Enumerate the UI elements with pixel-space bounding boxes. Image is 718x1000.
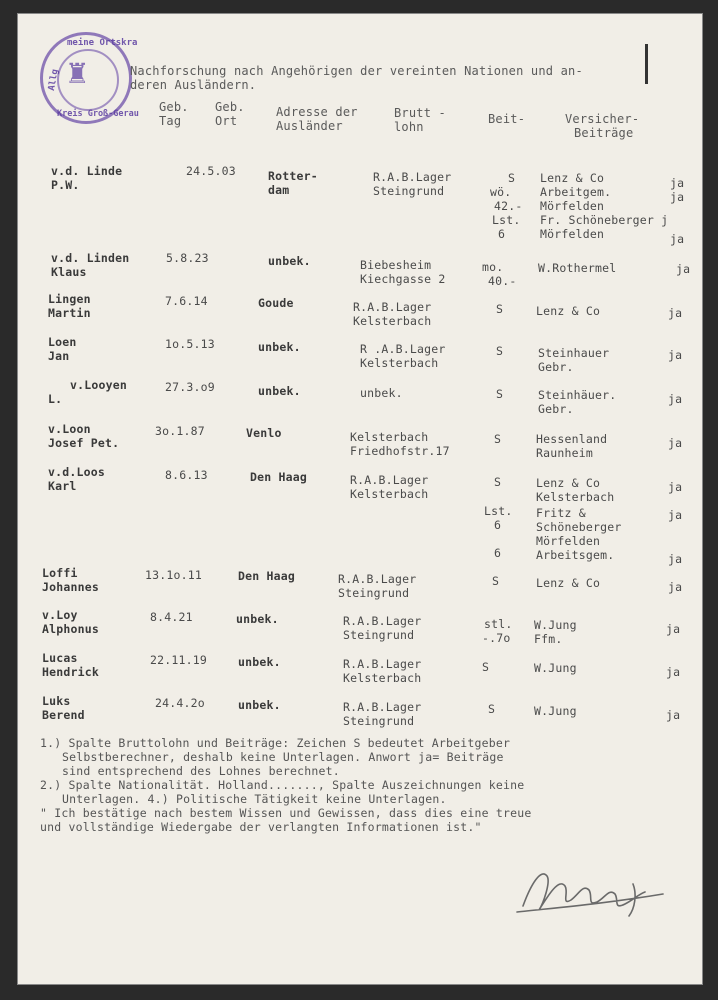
- row-address: R .A.B.Lager: [360, 342, 446, 356]
- row-insurance: ja: [670, 232, 685, 246]
- row-pay: Lst.: [492, 213, 521, 227]
- page-edge-mark: [645, 44, 648, 84]
- row-name: Lingen: [48, 292, 91, 306]
- row-name: Lucas: [42, 651, 78, 665]
- row-date: 24.5.03: [186, 164, 236, 178]
- row-date: 22.11.19: [150, 653, 207, 667]
- row-address: Biebesheim: [360, 258, 432, 272]
- row-insurance: ja: [676, 262, 691, 276]
- col-vers-l2: Beiträge: [574, 126, 634, 140]
- footnote-line: und vollständige Wiedergabe der verlangten Informationen ist.": [40, 820, 482, 834]
- row-address: R.A.B.Lager: [343, 614, 422, 628]
- row-insurance: ja: [668, 480, 683, 494]
- row-employer: W.Jung: [534, 618, 577, 632]
- row-place: Goude: [258, 296, 294, 310]
- row-insurance: ja: [666, 622, 681, 636]
- row-employer: Lenz & Co: [536, 576, 601, 590]
- row-date: 27.3.o9: [165, 380, 215, 394]
- row-place: unbek.: [258, 340, 301, 354]
- row-place: Den Haag: [238, 569, 295, 583]
- row-insurance: ja: [670, 190, 685, 204]
- row-address-2: Kelsterbach: [353, 314, 432, 328]
- col-adresse-l1: Adresse der: [276, 105, 358, 119]
- footnote-line: 1.) Spalte Bruttolohn und Beiträge: Zeichen S bedeutet Arbeitgeber: [40, 736, 511, 750]
- row-place-2: dam: [268, 183, 290, 197]
- row-name-2: Hendrick: [42, 665, 99, 679]
- row-name: v.Loon: [48, 422, 91, 436]
- row-name-2: P.W.: [51, 178, 80, 192]
- row-name: Loffi: [42, 566, 78, 580]
- row-address: unbek.: [360, 386, 403, 400]
- row-name-2: Johannes: [42, 580, 99, 594]
- col-brutto-l2: lohn: [394, 120, 424, 134]
- row-address: R.A.B.Lager: [343, 657, 422, 671]
- row-address-2: Steingrund: [343, 628, 415, 642]
- row-employer: Ffm.: [534, 632, 563, 646]
- col-beitr-l1: Beit-: [488, 112, 526, 126]
- header-line-2: deren Ausländern.: [130, 78, 257, 92]
- row-place: Rotter-: [268, 169, 318, 183]
- row-pay: 6: [498, 227, 506, 241]
- row-pay: wö.: [490, 185, 512, 199]
- row-employer: Schöneberger: [536, 520, 622, 534]
- row-employer: Lenz & Co: [540, 171, 605, 185]
- footnote-line: sind entsprechend des Lohnes berechnet.: [62, 764, 340, 778]
- row-address-2: Kelsterbach: [360, 356, 439, 370]
- row-employer: Steinhäuer.: [538, 388, 617, 402]
- row-employer: W.Jung: [534, 661, 577, 675]
- row-address: R.A.B.Lager: [353, 300, 432, 314]
- stamp-left-text: Allg: [47, 68, 61, 92]
- row-date: 24.4.2o: [155, 696, 205, 710]
- stamp-bottom-text: Kreis Groß-Gerau: [57, 109, 139, 119]
- row-employer: Gebr.: [538, 360, 574, 374]
- row-employer: Raunheim: [536, 446, 593, 460]
- row-employer: Arbeitgem.: [540, 185, 612, 199]
- row-place: Den Haag: [250, 470, 307, 484]
- row-pay: mo.: [482, 260, 504, 274]
- row-place: unbek.: [236, 612, 279, 626]
- row-place: unbek.: [238, 655, 281, 669]
- row-employer: W.Jung: [534, 704, 577, 718]
- row-name-2: Jan: [48, 349, 70, 363]
- row-insurance: ja: [668, 436, 683, 450]
- row-pay: 6: [494, 546, 502, 560]
- row-address: Kelsterbach: [350, 430, 429, 444]
- row-address: R.A.B.Lager: [338, 572, 417, 586]
- row-date: 8.4.21: [150, 610, 193, 624]
- row-insurance: ja: [668, 508, 683, 522]
- row-insurance: ja: [670, 176, 685, 190]
- row-name: Loen: [48, 335, 77, 349]
- row-pay: S: [496, 387, 504, 401]
- row-employer: Fritz &: [536, 506, 586, 520]
- col-geb-tag-l1: Geb.: [159, 100, 189, 114]
- col-brutto-l1: Brutt -: [394, 106, 446, 120]
- col-geb-ort-l1: Geb.: [215, 100, 245, 114]
- row-insurance: ja: [666, 665, 681, 679]
- row-pay: 42.-: [494, 199, 523, 213]
- row-place: unbek.: [258, 384, 301, 398]
- row-pay: S: [482, 660, 490, 674]
- row-name: v.Looyen: [70, 378, 127, 392]
- footnote-line: Unterlagen. 4.) Politische Tätigkeit keine Unterlagen.: [62, 792, 447, 806]
- document-page: [18, 14, 702, 984]
- row-insurance: ja: [668, 306, 683, 320]
- row-name: v.d. Linden: [51, 251, 130, 265]
- row-address-2: Steingrund: [373, 184, 445, 198]
- row-employer: Arbeitsgem.: [536, 548, 615, 562]
- row-name-2: L.: [48, 392, 63, 406]
- row-date: 3o.1.87: [155, 424, 205, 438]
- row-name: v.d.Loos: [48, 465, 105, 479]
- row-insurance: ja: [668, 552, 683, 566]
- row-name-2: Klaus: [51, 265, 87, 279]
- row-employer: Hessenland: [536, 432, 608, 446]
- row-name-2: Martin: [48, 306, 91, 320]
- row-pay: S: [508, 171, 516, 185]
- row-date: 13.1o.11: [145, 568, 202, 582]
- row-employer: Gebr.: [538, 402, 574, 416]
- row-pay: 40.-: [488, 274, 517, 288]
- row-name-2: Berend: [42, 708, 85, 722]
- row-employer: W.Rothermel: [538, 261, 617, 275]
- row-place: unbek.: [268, 254, 311, 268]
- row-pay: stl.: [484, 617, 513, 631]
- col-adresse-l2: Ausländer: [276, 119, 343, 133]
- col-geb-ort-l2: Ort: [215, 114, 238, 128]
- row-employer: Mörfelden: [540, 199, 605, 213]
- row-pay: -.7o: [482, 631, 511, 645]
- footnote-line: 2.) Spalte Nationalität. Holland......., Spalte Auszeichnungen keine: [40, 778, 525, 792]
- eagle-emblem-icon: ♜: [67, 52, 88, 92]
- official-stamp: [40, 32, 139, 124]
- row-employer: Lenz & Co: [536, 476, 601, 490]
- footnote-line: Selbstberechner, deshalb keine Unterlagen. Anwort ja= Beiträge: [62, 750, 504, 764]
- row-pay: S: [496, 302, 504, 316]
- row-name: Luks: [42, 694, 71, 708]
- col-vers-l1: Versicher-: [565, 112, 640, 126]
- row-address-2: Steingrund: [343, 714, 415, 728]
- row-employer: Lenz & Co: [536, 304, 601, 318]
- row-place: unbek.: [238, 698, 281, 712]
- col-geb-tag-l2: Tag: [159, 114, 182, 128]
- row-address: R.A.B.Lager: [350, 473, 429, 487]
- row-insurance: ja: [668, 348, 683, 362]
- footnote-line: " Ich bestätige nach bestem Wissen und Gewissen, dass dies eine treue: [40, 806, 532, 820]
- row-date: 1o.5.13: [165, 337, 215, 351]
- row-name-2: Josef Pet.: [48, 436, 120, 450]
- row-name: v.d. Linde: [51, 164, 123, 178]
- row-employer: Fr. Schöneberger j: [540, 213, 669, 227]
- row-pay: Lst.: [484, 504, 513, 518]
- row-employer: Mörfelden: [540, 227, 605, 241]
- row-address-2: Steingrund: [338, 586, 410, 600]
- row-address: R.A.B.Lager: [343, 700, 422, 714]
- row-pay: 6: [494, 518, 502, 532]
- row-insurance: ja: [666, 708, 681, 722]
- row-name-2: Alphonus: [42, 622, 99, 636]
- row-employer: Mörfelden: [536, 534, 601, 548]
- row-name: v.Loy: [42, 608, 78, 622]
- row-address-2: Friedhofstr.17: [350, 444, 450, 458]
- header-line-1: Nachforschung nach Angehörigen der vereinten Nationen und an-: [130, 64, 583, 78]
- row-address-2: Kiechgasse 2: [360, 272, 446, 286]
- row-pay: S: [494, 475, 502, 489]
- row-date: 5.8.23: [166, 251, 209, 265]
- row-address-2: Kelsterbach: [343, 671, 422, 685]
- row-pay: S: [496, 344, 504, 358]
- row-pay: S: [492, 574, 500, 588]
- row-employer: Kelsterbach: [536, 490, 615, 504]
- row-pay: S: [494, 432, 502, 446]
- row-employer: Steinhauer: [538, 346, 610, 360]
- row-pay: S: [488, 702, 496, 716]
- row-insurance: ja: [668, 580, 683, 594]
- row-address: R.A.B.Lager: [373, 170, 452, 184]
- row-insurance: ja: [668, 392, 683, 406]
- row-address-2: Kelsterbach: [350, 487, 429, 501]
- stamp-top-text: meine Ortskra: [67, 38, 138, 48]
- row-date: 7.6.14: [165, 294, 208, 308]
- row-date: 8.6.13: [165, 468, 208, 482]
- row-place: Venlo: [246, 426, 282, 440]
- handwritten-signature: [513, 854, 673, 924]
- row-name-2: Karl: [48, 479, 77, 493]
